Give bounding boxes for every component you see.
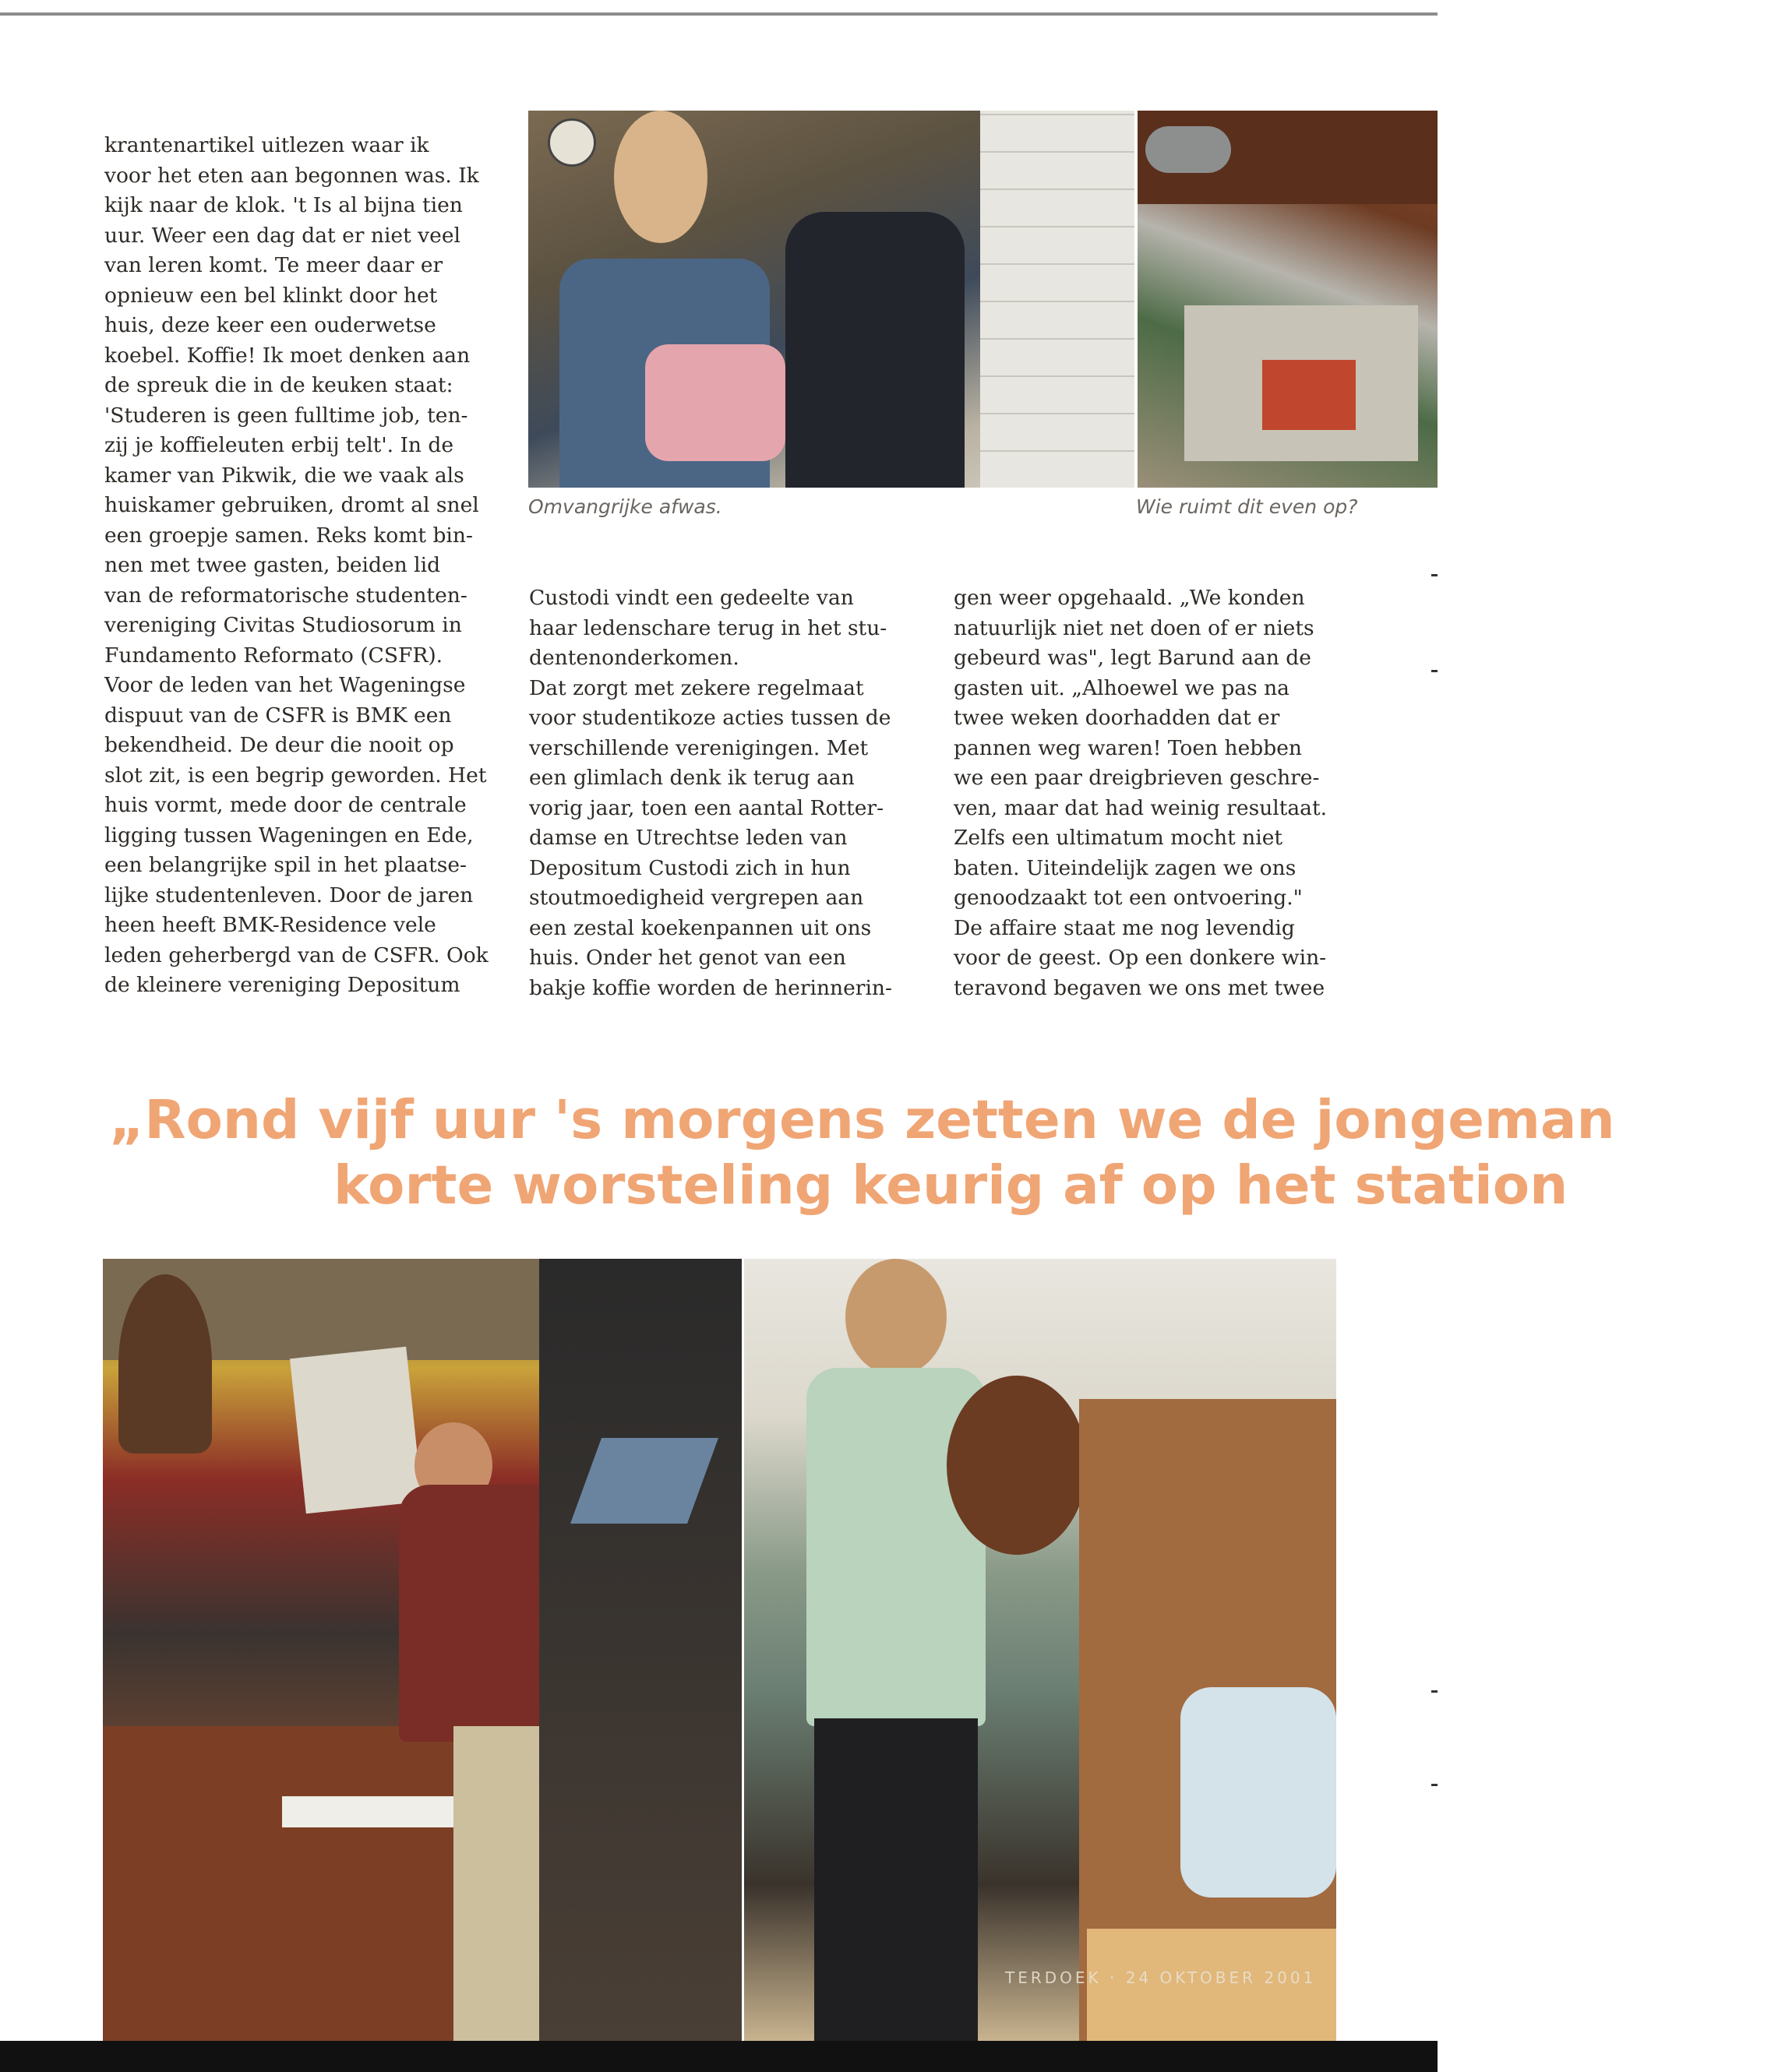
text-line: Depositum Custodi zich in hun (529, 855, 851, 880)
text-line: natuurlijk niet net doen of er niets (954, 615, 1314, 640)
text-line: huiskamer gebruiken, dromt al snel (104, 493, 479, 517)
text-line: uur. Weer een dag dat er niet veel (104, 223, 460, 248)
article-column-1 (104, 131, 494, 1001)
margin-tick (1431, 1784, 1438, 1786)
text-line: we een paar dreigbrieven geschre- (954, 766, 1320, 790)
top-rule (0, 12, 1438, 16)
page-folio: TERDOEK · 24 OKTOBER 2001 (1005, 1968, 1317, 1987)
text-line: van de reformatorische studenten- (104, 583, 467, 608)
text-line: ligging tussen Wageningen en Ede, (104, 823, 474, 847)
text-line: dentenonderkomen. (529, 646, 739, 670)
text-line: Dat zorgt met zekere regelmaat (529, 675, 864, 700)
text-line: heen heeft BMK-Residence vele (104, 913, 436, 937)
text-line: vorig jaar, toen een aantal Rotter- (529, 795, 884, 820)
text-line: haar ledenschare terug in het stu- (529, 615, 887, 640)
pull-quote-line-2: korte worsteling keurig af op het station (333, 1154, 1568, 1217)
text-line: krantenartikel uitlezen waar ik (104, 133, 429, 157)
text-line: gasten uit. „Alhoewel we pas na (954, 675, 1289, 700)
text-line: genoodzaakt tot een ontvoering." (954, 886, 1303, 910)
caption-dishes: Omvangrijke afwas. (528, 495, 722, 518)
text-line: een groepje samen. Reks komt bin- (104, 523, 473, 548)
text-line: De affaire staat me nog levendig (954, 915, 1295, 940)
text-line: van leren komt. Te meer daar er (104, 253, 443, 277)
text-line: een glimlach denk ik terug aan (529, 766, 855, 790)
text-line: Fundamento Reformato (CSFR). (104, 643, 443, 668)
text-line: opnieuw een bel klinkt door het (104, 283, 438, 308)
text-line: kamer van Pikwik, die we vaak als (104, 463, 464, 488)
photo-dishwashing (528, 111, 1134, 488)
text-line: leden geherbergd van de CSFR. Ook (104, 943, 489, 967)
text-line: voor studentikoze acties tussen de (529, 706, 891, 730)
text-line: kijk naar de klok. 't Is al bijna tien (104, 193, 463, 217)
text-line: een zestal koekenpannen uit ons (529, 915, 872, 940)
text-line: teravond begaven we ons met twee (954, 975, 1325, 1000)
text-line: 'Studeren is geen fulltime job, ten- (104, 403, 468, 428)
text-line: voor de geest. Op een donkere win- (954, 946, 1327, 970)
text-line: bekendheid. De deur die nooit op (104, 733, 454, 757)
text-line: baten. Uiteindelijk zagen we ons (954, 855, 1296, 880)
margin-tick (1431, 1690, 1438, 1693)
text-line: damse en Utrechtse leden van (529, 826, 848, 850)
text-line: een belangrijke spil in het plaatse- (104, 853, 467, 877)
bottom-bar (0, 2041, 1438, 2072)
text-line: verschillende verenigingen. Met (529, 735, 869, 760)
margin-tick (1431, 574, 1438, 576)
text-line: dispuut van de CSFR is BMK een (104, 703, 452, 728)
text-line: de spreuk die in de keuken staat: (104, 373, 453, 397)
text-line: vereniging Civitas Studiosorum in (104, 613, 462, 637)
text-line: Custodi vindt een gedeelte van (529, 586, 854, 610)
text-line: voor het eten aan begonnen was. Ik (104, 163, 479, 188)
text-line: gebeurd was", legt Barund aan de (954, 646, 1311, 670)
text-line: bakje koffie worden de herinnerin- (529, 975, 892, 1000)
article-column-2 (529, 583, 919, 1003)
text-line: nen met twee gasten, beiden lid (104, 553, 441, 577)
photo-messy-shelf (1138, 111, 1438, 488)
text-line: gen weer opgehaald. „We konden (954, 586, 1305, 610)
photo-piano-player (744, 1259, 1336, 2041)
margin-tick (1431, 670, 1438, 672)
text-line: lijke studentenleven. Door de jaren (104, 883, 474, 907)
text-line: huis. Onder het genot van een (529, 946, 846, 970)
text-line: Voor de leden van het Wageningse (104, 673, 466, 697)
text-line: ven, maar dat had weinig resultaat. (954, 795, 1328, 820)
article-column-3 (954, 583, 1343, 1003)
text-line: zij je koffieleuten erbij telt'. In de (104, 433, 454, 457)
text-line: koebel. Koffie! Ik moet denken aan (104, 343, 471, 368)
text-line: huis vormt, mede door de centrale (104, 793, 467, 817)
text-line: de kleinere vereniging Depositum (104, 973, 460, 997)
photo-organ-player (103, 1259, 742, 2041)
text-line: twee weken doorhadden dat er (954, 706, 1280, 730)
text-line: slot zit, is een begrip geworden. Het (104, 763, 487, 788)
caption-mess: Wie ruimt dit even op? (1136, 495, 1358, 518)
pull-quote-line-1: „Rond vijf uur 's morgens zetten we de jongeman (109, 1089, 1615, 1151)
text-line: huis, deze keer een ouderwetse (104, 313, 436, 337)
text-line: Zelfs een ultimatum mocht niet (954, 826, 1283, 850)
text-line: stoutmoedigheid vergrepen aan (529, 886, 864, 910)
text-line: pannen weg waren! Toen hebben (954, 735, 1302, 760)
